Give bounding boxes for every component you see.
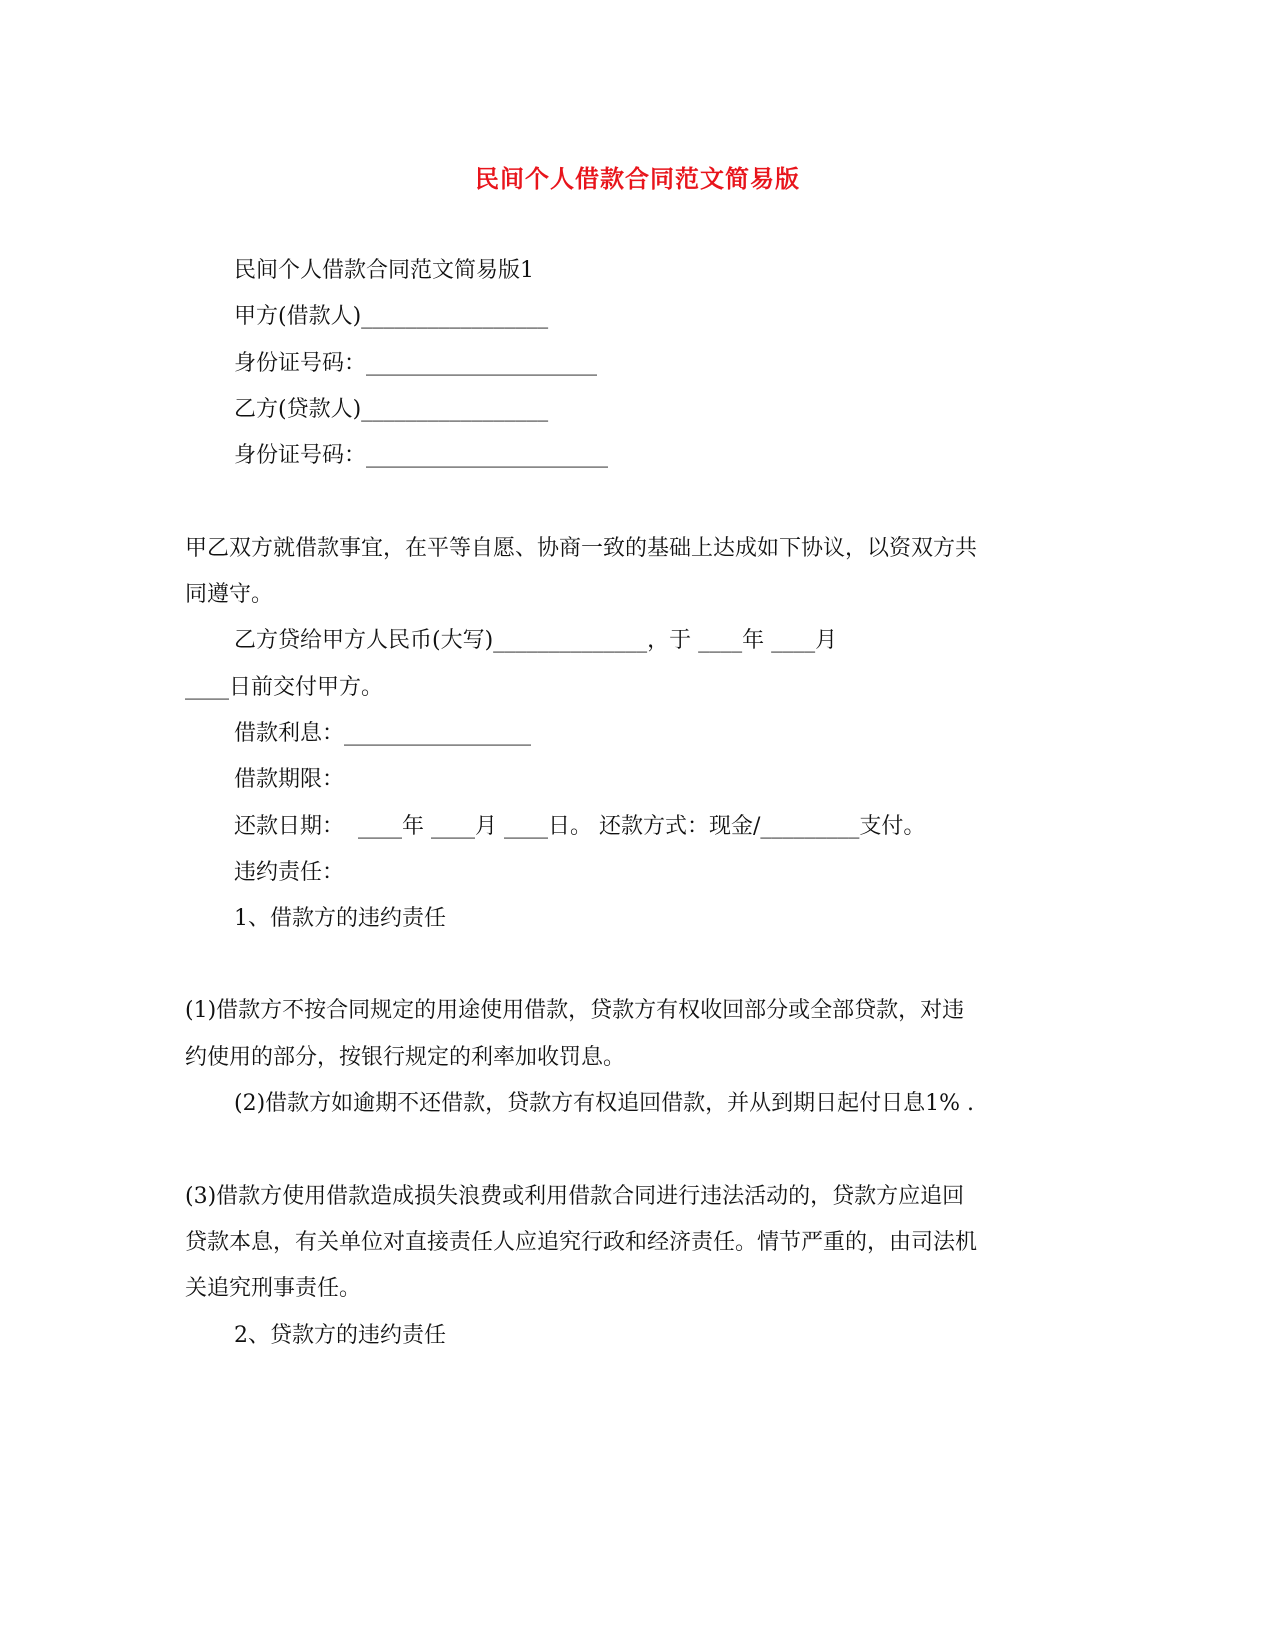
term-line: 借款期限： — [234, 767, 345, 792]
document-title: 民间个人借款合同范文简易版 — [475, 164, 800, 193]
clause-3-line-2: 贷款本息，有关单位对直接责任人应追究行政和经济责任。情节严重的，由司法机 — [185, 1230, 978, 1255]
breach-heading: 违约责任： — [234, 860, 345, 885]
delivery-date-line: ____日前交付甲方。 — [185, 675, 384, 700]
loan-amount-line: 乙方贷给甲方人民币(大写)______________，于 ____年 ____月 — [234, 628, 838, 653]
subtitle-line: 民间个人借款合同范文简易版1 — [234, 258, 534, 283]
party-b-line: 乙方(贷款人)_________________ — [234, 397, 549, 422]
agreement-paragraph-line-1: 甲乙双方就借款事宜，在平等自愿、协商一致的基础上达成如下协议，以资双方共 — [185, 536, 978, 561]
party-a-line: 甲方(借款人)_________________ — [234, 304, 549, 329]
party-b-id-line: 身份证号码：______________________ — [234, 443, 609, 468]
agreement-paragraph-line-2: 同遵守。 — [185, 582, 274, 607]
lender-breach-heading: 2、贷款方的违约责任 — [234, 1323, 446, 1348]
clause-2-line: (2)借款方如逾期不还借款，贷款方有权追回借款，并从到期日起付日息1% . — [234, 1091, 975, 1116]
interest-line: 借款利息：_________________ — [234, 721, 532, 746]
clause-3-line-3: 关追究刑事责任。 — [185, 1276, 362, 1301]
borrower-breach-heading: 1、借款方的违约责任 — [234, 906, 446, 931]
clause-1-line-1: (1)借款方不按合同规定的用途使用借款，贷款方有权收回部分或全部贷款，对违 — [185, 998, 965, 1023]
clause-1-line-2: 约使用的部分，按银行规定的利率加收罚息。 — [185, 1045, 626, 1070]
clause-3-line-1: (3)借款方使用借款造成损失浪费或利用借款合同进行违法活动的，贷款方应追回 — [185, 1184, 965, 1209]
party-a-id-line: 身份证号码：_____________________ — [234, 351, 598, 376]
repayment-line: 还款日期： ____年 ____月 ____日。 还款方式：现金/_________支付。 — [234, 814, 926, 839]
